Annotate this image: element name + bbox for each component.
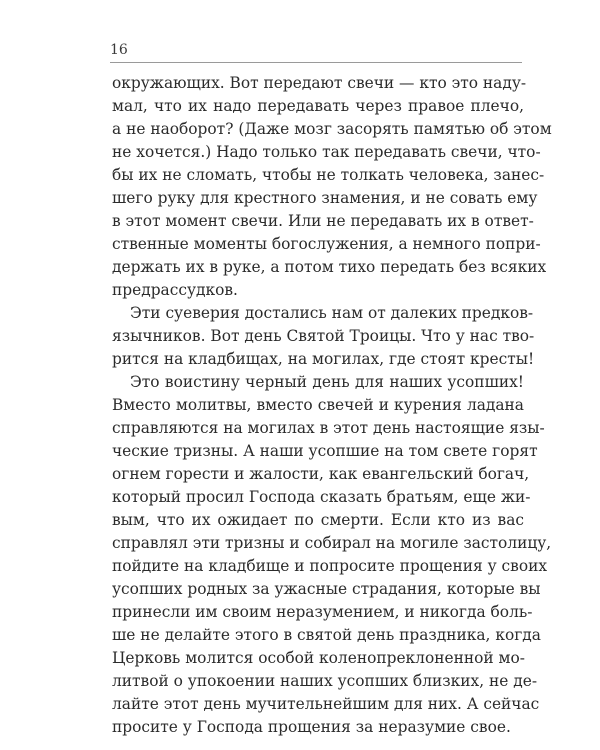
text-line: шего руку для крестного знамения, и не совать ему [112, 189, 538, 207]
page-header [110, 42, 522, 63]
text-line: вым, что их ожидает по смерти. Если кто из вас [112, 511, 524, 529]
text-line: а не наоборот? (Даже мозг засорять памятью об этом [112, 120, 552, 138]
header-rule [110, 62, 522, 63]
text-line: окружающих. Вот передают свечи — кто это наду- [112, 74, 527, 92]
text-line: просите у Господа прощения за неразумие свое. [112, 718, 511, 736]
text-line: огнем горести и жалости, как евангельский богач, [112, 465, 530, 483]
text-line: ше не делайте этого в святой день праздника, когда [112, 626, 541, 644]
text-line: Церковь молится особой коленопреклоненной мо- [112, 649, 525, 667]
text-line: в этот момент свечи. Или не передавать их в ответ- [112, 212, 534, 230]
text-line: принесли им своим неразумением, и никогда боль- [112, 603, 533, 621]
text-line: который просил Господа сказать братьям, еще жи- [112, 488, 531, 506]
text-line: держать их в руке, а потом тихо передать без всяких [112, 258, 547, 276]
text-line: справлял эти тризны и собирал на могиле застолицу, [112, 534, 552, 552]
text-line: не хочется.) Надо только так передавать свечи, что- [112, 143, 541, 161]
text-line: справляются на могилах в этот день настоящие язы- [112, 419, 545, 437]
text-line: литвой о упокоении наших усопших близких, не де- [112, 672, 538, 690]
text-line: ственные моменты богослужения, а немного попри- [112, 235, 541, 253]
text-line: пойдите на кладбище и попросите прощения у своих [112, 557, 548, 575]
page-number: 16 [110, 42, 128, 58]
body-text [112, 72, 552, 739]
text-line: ческие тризны. А наши усопшие на том свете горят [112, 442, 538, 460]
text-line: рится на кладбищах, на могилах, где стоят кресты! [112, 350, 535, 368]
text-line: бы их не сломать, чтобы не толкать человека, занес- [112, 166, 545, 184]
text-line: лайте этот день мучительнейшим для них. А сейчас [112, 695, 540, 713]
text-line: язычников. Вот день Святой Троицы. Что у нас тво- [112, 327, 535, 345]
text-line: усопших родных за ужасные страдания, которые вы [112, 580, 541, 598]
text-line: мал, что их надо передавать через правое плечо, [112, 97, 524, 115]
text-line: предрассудков. [112, 281, 238, 299]
text-line: Эти суеверия достались нам от далеких предков- [130, 304, 534, 322]
text-line: Вместо молитвы, вместо свечей и курения ладана [112, 396, 524, 414]
text-line: Это воистину черный день для наших усопших! [130, 373, 524, 391]
